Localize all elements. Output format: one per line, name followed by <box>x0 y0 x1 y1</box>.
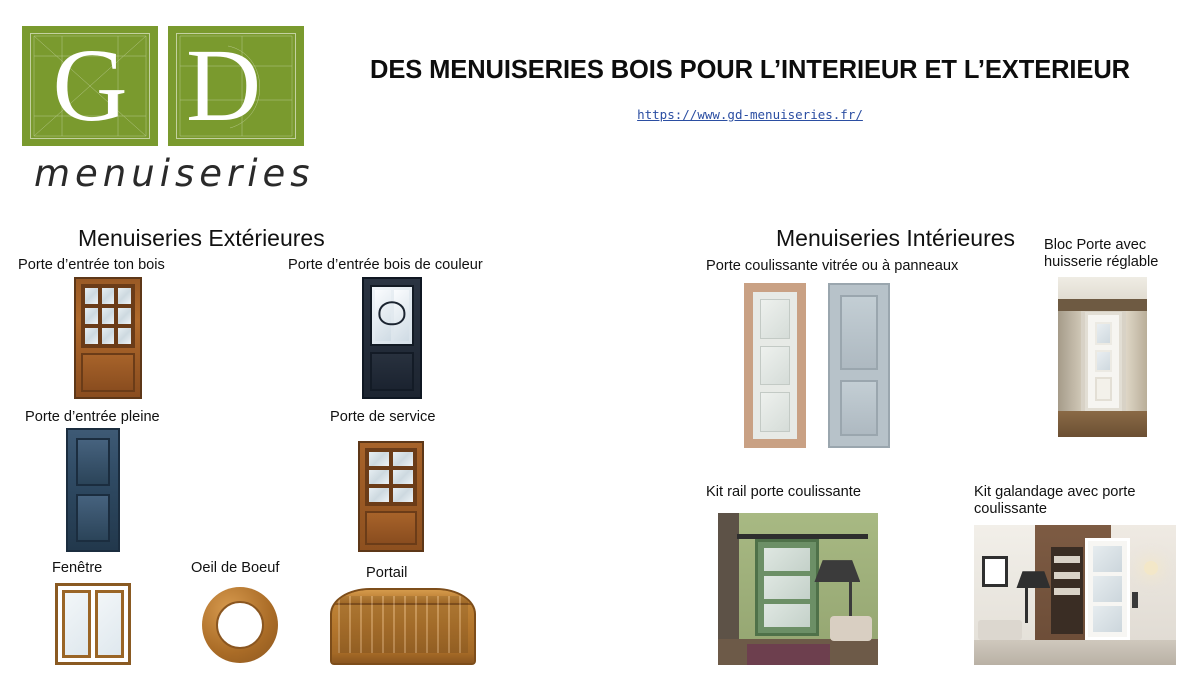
section-heading-interior: Menuiseries Intérieures <box>776 225 1016 251</box>
company-logo <box>22 26 315 201</box>
door-glazing-arched <box>370 285 414 346</box>
caption-porte-coulissante: Porte coulissante vitrée ou à panneaux <box>706 258 959 274</box>
image-porte-coulissante-vitree[interactable] <box>744 283 806 448</box>
scene-sofa <box>830 616 872 640</box>
glass-lite <box>764 604 810 627</box>
image-kit-rail-porte-coulissante[interactable] <box>718 513 878 665</box>
logo-squares <box>22 26 304 146</box>
image-porte-de-service[interactable] <box>358 441 424 552</box>
logo-letter-d: D <box>186 28 262 143</box>
scene-sofa <box>978 620 1022 640</box>
scene-door <box>1085 312 1122 411</box>
door-handle <box>1132 592 1138 608</box>
logo-square-d <box>168 26 304 146</box>
glass-pane <box>85 328 98 344</box>
window-sash-right <box>95 590 124 658</box>
scene-rug <box>747 644 830 665</box>
window-sash-left <box>62 590 91 658</box>
sliding-door <box>755 539 819 636</box>
glass-pane <box>85 308 98 324</box>
glass-pane <box>369 488 389 502</box>
scene-floor <box>974 640 1176 665</box>
image-bloc-porte-huisserie[interactable] <box>1058 277 1147 437</box>
caption-porte-entree-bois-couleur: Porte d’entrée bois de couleur <box>288 257 483 273</box>
glass-lite <box>1093 576 1121 602</box>
caption-fenetre: Fenêtre <box>52 560 103 576</box>
glass-lite <box>1093 546 1121 572</box>
portail-slats <box>338 596 468 657</box>
glass-pane <box>393 452 413 466</box>
glass-lite <box>760 346 790 386</box>
wall-picture-frame <box>982 556 1008 587</box>
image-porte-coulissante-panneaux[interactable] <box>828 283 890 448</box>
page-title: DES MENUISERIES BOIS POUR L’INTERIEUR ET L’EXTERIEUR <box>370 56 1130 84</box>
glass-lite <box>1093 606 1121 632</box>
caption-oeil-de-boeuf: Oeil de Boeuf <box>191 560 280 576</box>
image-porte-entree-ton-bois[interactable] <box>74 277 142 399</box>
glass-pane <box>85 288 98 304</box>
door-lower-panel <box>365 511 417 545</box>
door-glazing <box>81 284 135 348</box>
door-panel-bottom <box>840 380 878 436</box>
glass-lite <box>760 299 790 339</box>
caption-porte-entree-pleine: Porte d’entrée pleine <box>25 409 160 425</box>
glass-pane <box>369 470 389 484</box>
website-link[interactable]: https://www.gd-menuiseries.fr/ <box>637 107 863 122</box>
scene-bookshelf <box>1051 547 1083 634</box>
glass-pane <box>102 328 115 344</box>
door-glazing <box>365 448 417 506</box>
glass-lite <box>764 548 810 571</box>
glass-pane <box>102 308 115 324</box>
section-heading-exterior: Menuiseries Extérieures <box>78 225 325 251</box>
image-porte-entree-pleine[interactable] <box>66 428 120 552</box>
portail-foot <box>332 653 474 663</box>
glass-pane <box>369 452 389 466</box>
round-window-ring <box>202 587 278 663</box>
glass-pane <box>393 488 413 502</box>
caption-porte-entree-ton-bois: Porte d’entrée ton bois <box>18 257 165 273</box>
wrought-iron-scroll <box>378 302 405 326</box>
door-lower-panel <box>370 352 414 391</box>
glass-pane <box>102 288 115 304</box>
caption-portail: Portail <box>366 565 408 581</box>
door-panel-top <box>840 295 878 370</box>
glass-lite <box>1095 322 1112 344</box>
image-oeil-de-boeuf[interactable] <box>192 585 288 665</box>
glass-lite <box>760 392 790 432</box>
caption-kit-rail: Kit rail porte coulissante <box>706 484 861 500</box>
image-fenetre[interactable] <box>55 583 131 665</box>
image-portail[interactable] <box>330 588 476 665</box>
caption-kit-galandage: Kit galandage avec porte coulissante <box>974 484 1136 517</box>
caption-bloc-porte: Bloc Porte avec huisserie réglable <box>1044 237 1159 270</box>
image-porte-entree-bois-couleur[interactable] <box>362 277 422 399</box>
logo-square-g <box>22 26 158 146</box>
glass-pane <box>393 470 413 484</box>
glass-lite <box>764 576 810 599</box>
glass-lite <box>1095 350 1112 372</box>
door-lower-panel <box>81 353 135 392</box>
image-kit-galandage[interactable] <box>974 525 1176 665</box>
round-window-glass <box>216 601 264 649</box>
glass-pane <box>118 288 131 304</box>
caption-porte-de-service: Porte de service <box>330 409 436 425</box>
door-panel-bottom <box>76 494 110 542</box>
pocket-door <box>1085 538 1129 640</box>
scene-beam <box>1058 299 1147 310</box>
scene-floor <box>1058 411 1147 437</box>
glass-pane <box>118 328 131 344</box>
glass-pane <box>118 308 131 324</box>
logo-letter-g: G <box>52 28 128 143</box>
door-panel-top <box>76 438 110 486</box>
door-lower-panel <box>1095 377 1112 401</box>
logo-wordmark: menuiseries <box>34 152 315 195</box>
